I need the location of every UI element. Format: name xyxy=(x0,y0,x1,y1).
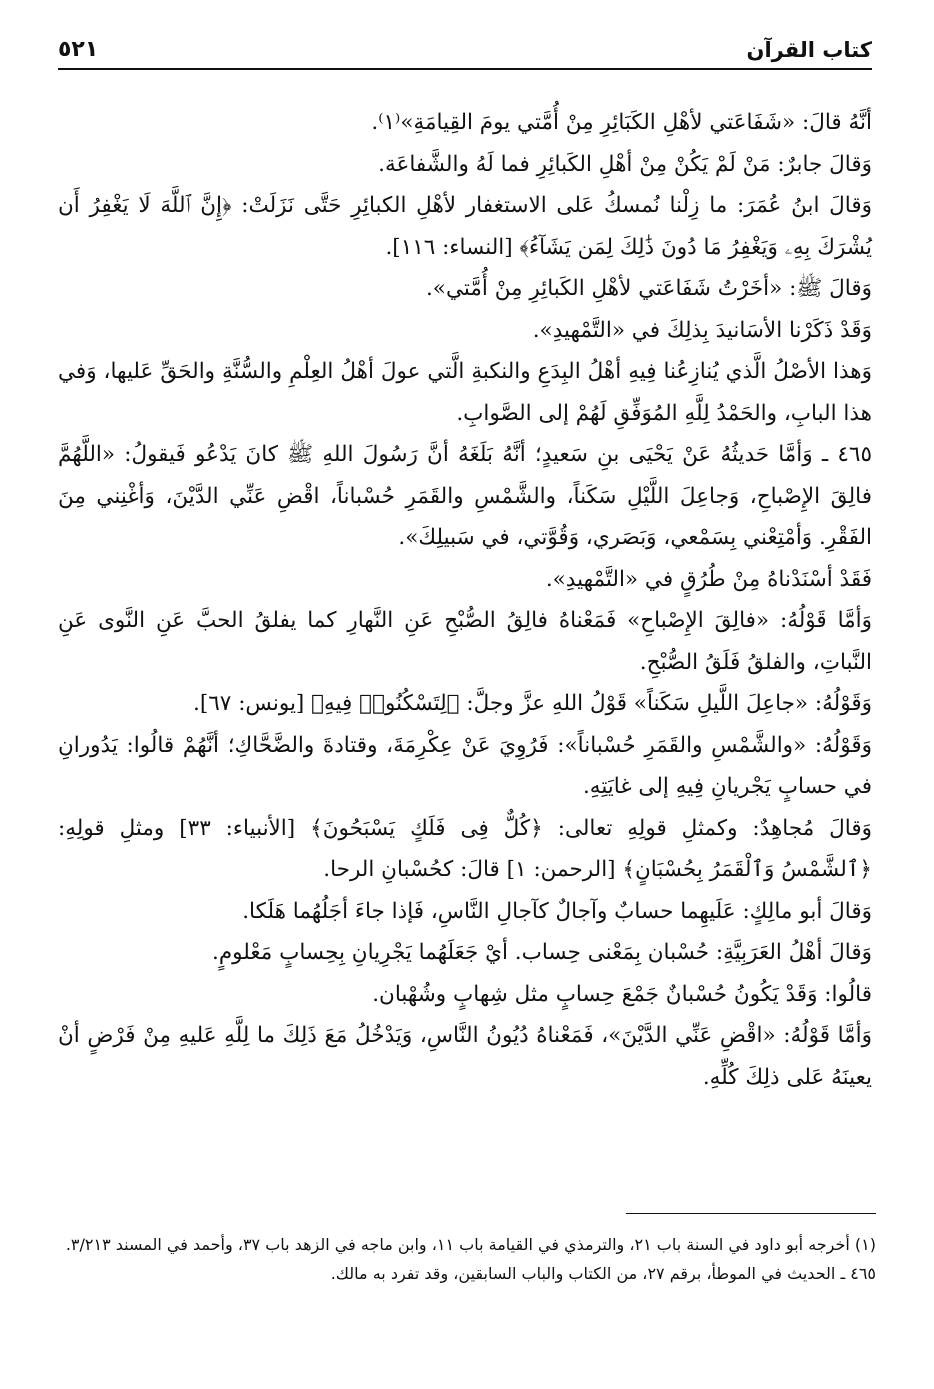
footnote: (١) أخرجه أبو داود في السنة باب ٢١، والترمذي في القيامة باب ١١، وابن ماجه في الزهد باب ٣٧، وأحمد في المسند ٣/٢١٣. xyxy=(65,1235,876,1254)
paragraph: أنَّهُ قالَ: «شَفَاعَتي لأهْلِ الكَبَائِرِ مِنْ أُمَّتي يومَ القِيامَةِ»⁽١⁾. xyxy=(371,110,872,135)
page-number: ٥٢١ xyxy=(58,37,99,62)
hadith-paragraph: ٤٦٥ ـ وَأمَّا حَديثُهُ عَنْ يَحْيَى بنِ سَعيدٍ؛ أنَّهُ بَلَغَهُ أنَّ رَسُولَ اللهِ ﷺ كانَ يَدْعُو فَيقولُ: «اللَّهُمَّ فالِقَ الإِصْباحِ، وَجاعِلَ اللَّيْلِ سَكَناً، والشَّمْسِ والقَمَرِ حُسْباناً، اقْضِ عَنِّي الدَّيْنَ، وَأغْنِني مِنَ الفَقْرِ. وَأمْتِعْني بِسَمْعي، وَبَصَري، وَقُوَّتي، في سَبيلِكَ». xyxy=(58,442,872,550)
paragraph: وَأمَّا قَوْلُهُ: «اقْضِ عَنِّي الدَّيْنَ»، فَمَعْناهُ دُيُونُ النَّاسِ، وَيَدْخُلُ مَعَ ذَلِكَ ما لِلَّهِ عَليهِ مِنْ فَرْضٍ أنْ يعينَهُ عَلى ذلِكَ كُلِّهِ. xyxy=(58,1023,872,1090)
paragraph: وَقالَ ابنُ عُمَرَ: ما زِلْنا نُمسكُ عَلى الاستغفار لأهْلِ الكبائِرِ حَتَّى نَزَلَتْ: ﴿إِنَّ ٱللَّهَ لَا يَغْفِرُ أَن يُشْرَكَ بِهِۦ وَيَغْفِرُ مَا دُونَ ذَٰلِكَ لِمَن يَشَآءُ﴾ [النساء: ١١٦]. xyxy=(58,193,872,260)
footnote: ٤٦٥ ـ الحديث في الموطأ، برقم ٢٧، من الكتاب والباب السابقين، وقد تفرد به مالك. xyxy=(330,1264,876,1283)
book-title: كتاب القرآن xyxy=(746,38,872,62)
footnotes xyxy=(62,1230,876,1288)
paragraph: وَقالَ مُجاهِدٌ: وكمثلِ قولِهِ تعالى: ﴿كُلٌّ فِى فَلَكٍ يَسْبَحُونَ﴾ [الأنبياء: ٣٣] ومثلِ قولِهِ: ﴿ٱلشَّمْسُ وَٱلْقَمَرُ بِحُسْبَانٍ﴾ [الرحمن: ١] قالَ: كحُسْبانِ الرحا. xyxy=(58,815,872,882)
paragraph: وَقالَ أهْلُ العَرَبِيَّةِ: حُسْبان بِمَعْنى حِساب. أيْ جَعَلَهُما يَجْرِيانِ بِحِسابٍ مَعْلومٍ. xyxy=(212,940,872,965)
paragraph: وَقَوْلُهُ: «جاعِلَ اللَّيلِ سَكَناً» قَوْلُ اللهِ عزَّ وجلَّ: ﴿لِتَسْكُنُوا۟ فِيهِ﴾ [يونس: ٦٧]. xyxy=(193,691,872,716)
paragraph: وَقَوْلُهُ: «والشَّمْسِ والقَمَرِ حُسْباناً»: فَرُوِيَ عَنْ عِكْرِمَةَ، وقتادةَ والضَّحَّاكِ؛ أنَّهُمْ قالُوا: يَدُورانِ في حسابٍ يَجْريانِ فِيهِ إلى غايَتِهِ. xyxy=(58,732,872,799)
paragraph: وَأمَّا قَوْلُهُ: «فالِقَ الإِصْباحِ» فَمَعْناهُ فالِقُ الصُّبْحِ عَنِ النَّهارِ كما يفلقُ الحبَّ عَنِ النَّوى عَنِ النَّباتِ، والفلقُ فَلَقُ الصُّبْحِ. xyxy=(58,608,872,675)
paragraph: وَقَدْ ذَكَرْنا الأسَانيدَ بِذلِكَ في «التَّمْهيدِ». xyxy=(532,317,872,343)
main-text xyxy=(58,102,872,1098)
paragraph: فَقَدْ أسْنَدْناهُ مِنْ طُرُقٍ في «التَّمْهيدِ». xyxy=(545,566,872,592)
footnote-divider xyxy=(626,1213,876,1214)
paragraph: وَهذا الأصْلُ الَّذي يُنازِعُنا فِيهِ أهْلُ البِدَعِ والنكبةِ الَّتي عولَ أهْلُ العِلْمِ والسُّنَّةِ والحَقِّ عَليها، وَفي هذا البابِ، والحَمْدُ لِلَّهِ المُوَفِّقِ لَهُمْ إلى الصَّوابِ. xyxy=(58,359,872,426)
paragraph: وَقالَ أبو مالِكٍ: عَلَيهِما حسابٌ وآجالٌ كآجالِ النَّاسِ، فَإذا جاءَ أجَلُهُما هَلَكا. xyxy=(242,898,872,924)
paragraph: وَقالَ جابرٌ: مَنْ لَمْ يَكُنْ مِنْ أهْلِ الكَبائِرِ فما لَهُ والشَّفاعَة. xyxy=(378,151,872,177)
book-page xyxy=(58,22,872,1367)
page-header xyxy=(58,22,872,70)
paragraph: وَقالَ ﷺ: «أخَرْتُ شَفَاعَتي لأهْلِ الكَبائِرِ مِنْ أُمَّتي». xyxy=(425,276,872,301)
paragraph: قالُوا: وَقَدْ يَكُونُ حُسْبانٌ جَمْعَ حِسابٍ مثل شِهابٍ وشُهْبان. xyxy=(372,981,872,1007)
